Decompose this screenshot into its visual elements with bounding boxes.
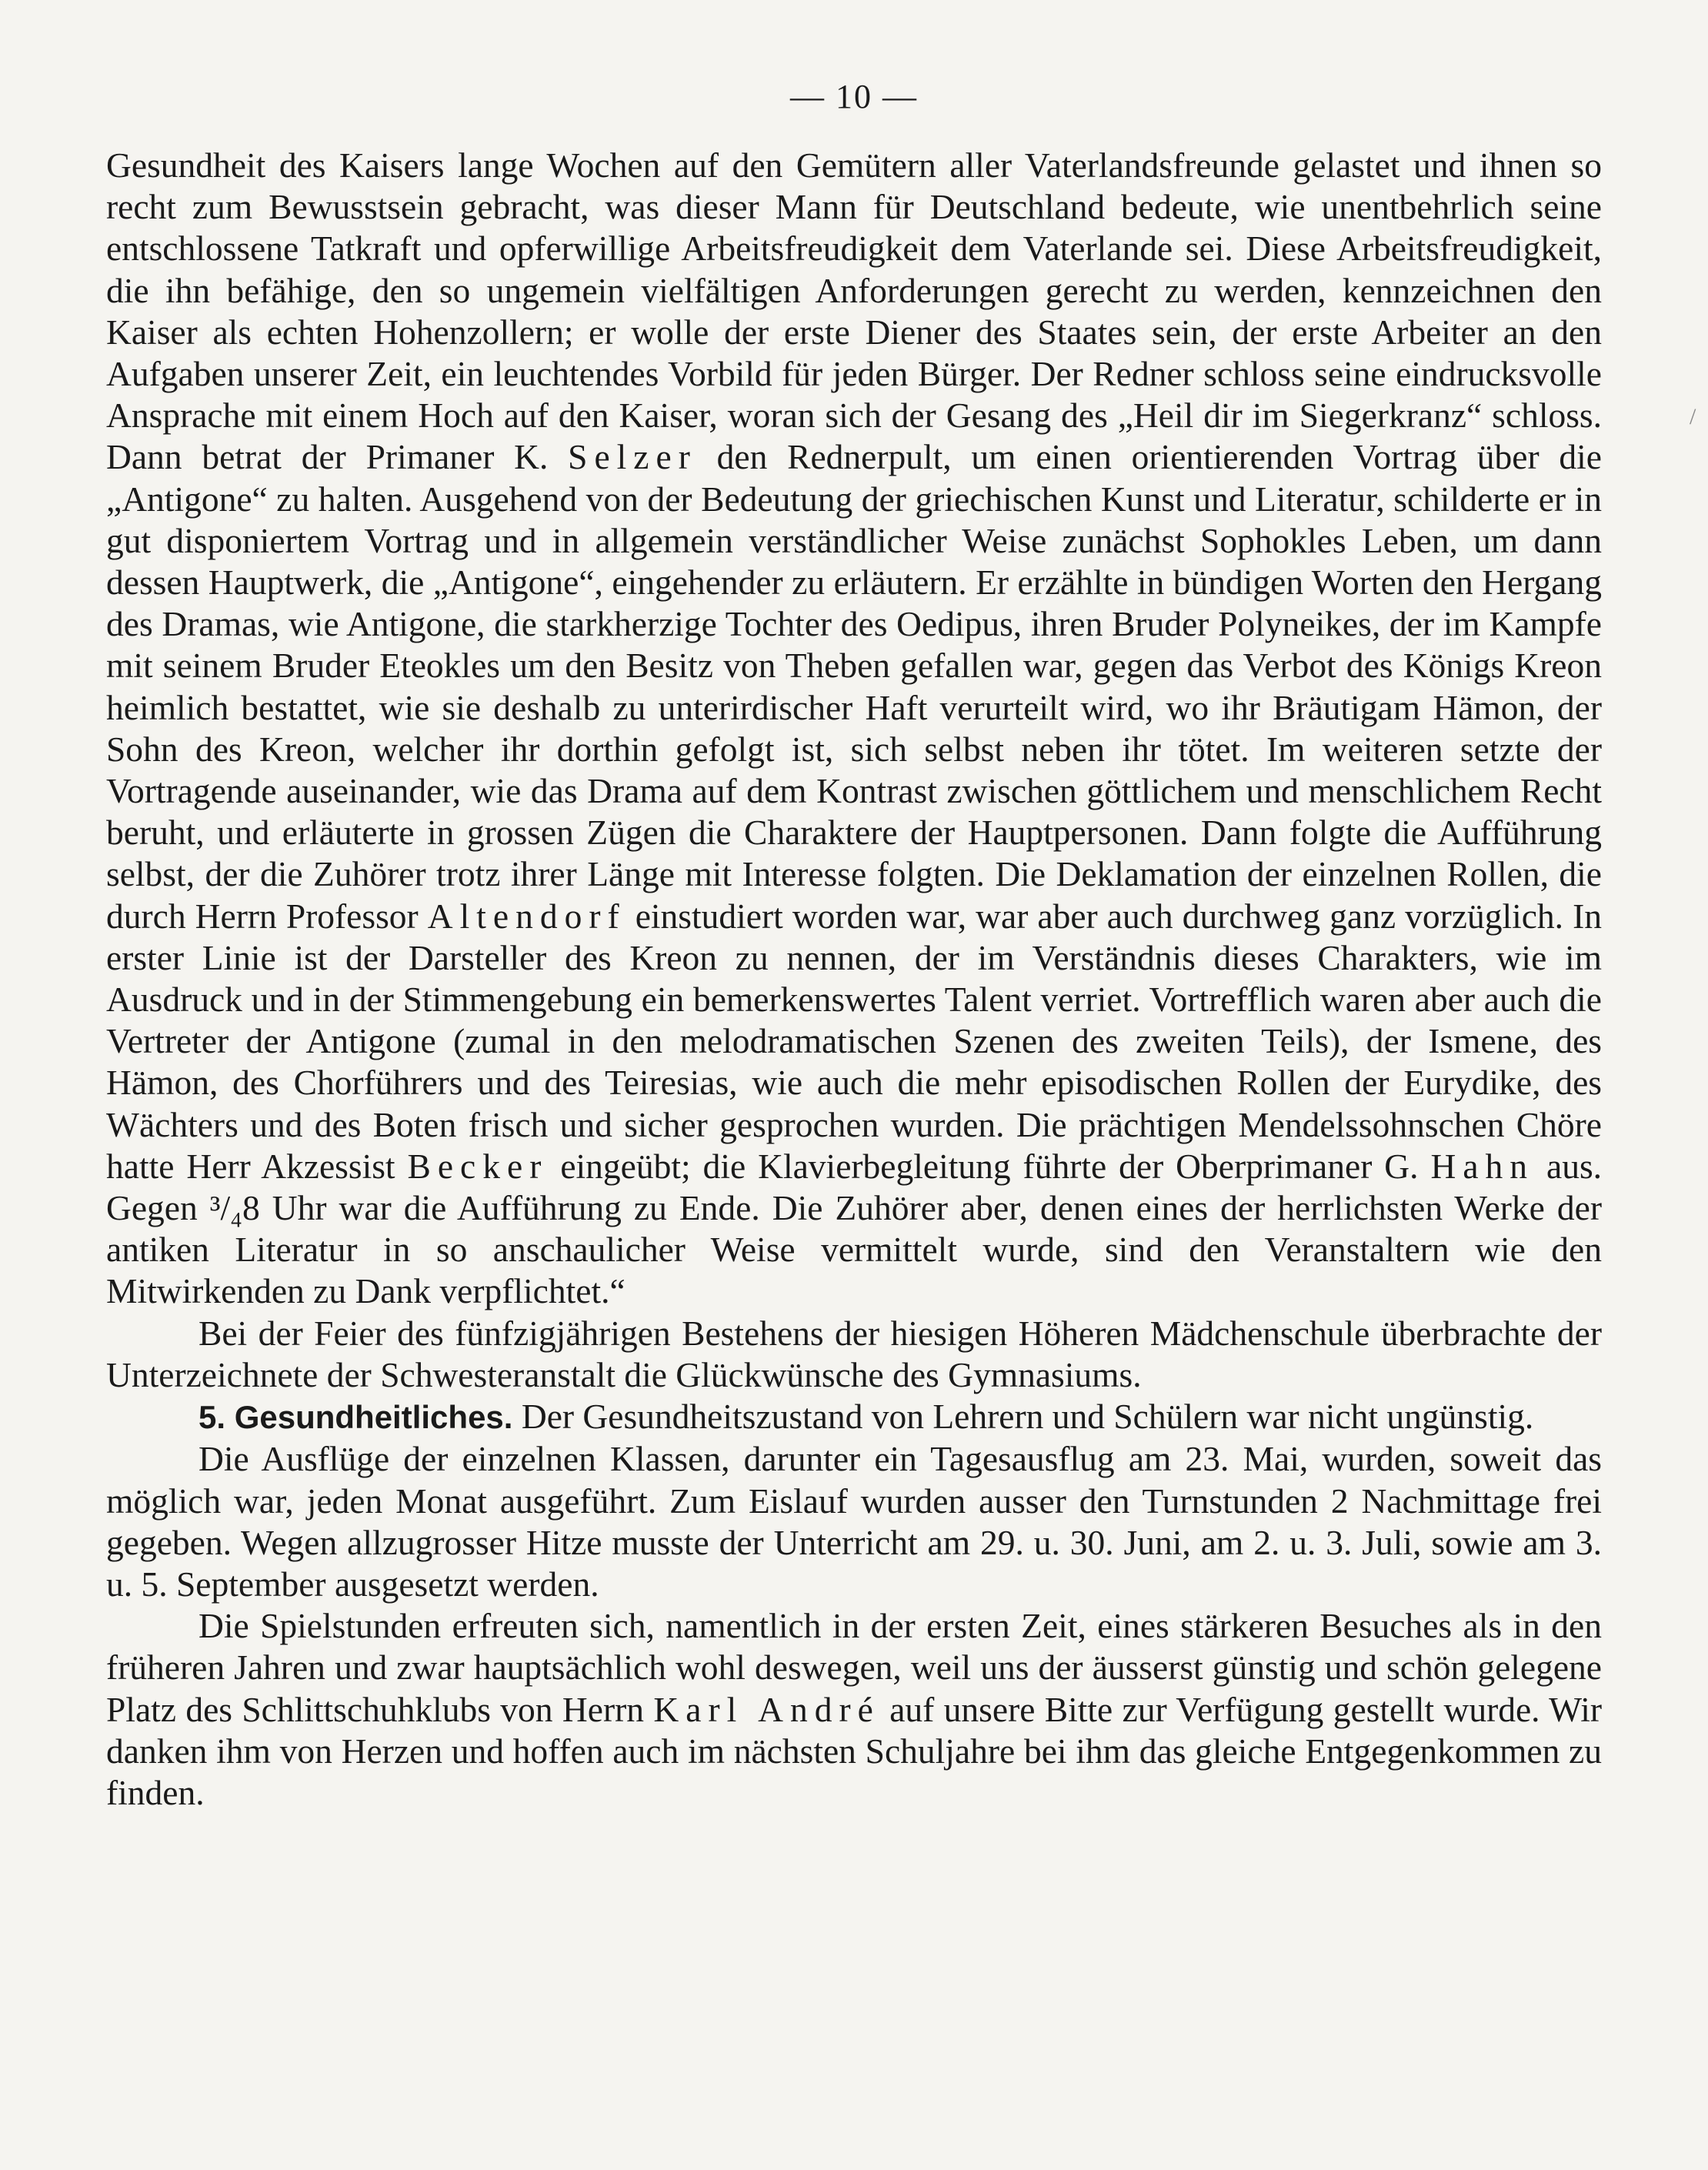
paragraph-games (106, 1605, 1602, 1814)
paragraph-health (106, 1396, 1602, 1438)
text-segment: Gesundheit des Kaisers lange Wochen auf den Gemütern aller Vaterlandsfreunde gelastet und ihnen so recht zum Bewusstsein gebracht, was dieser Mann für Deutschland bedeute, wie unentbehrlich seine entschlossene Tatkraft und opferwillige Arbeitsfreudigkeit dem Vaterlande sei. Diese Arbeitsfreudigkeit, die ihn befähige, den so ungemein vielfältigen Anforderungen gerecht zu werden, kennzeichnen den Kaiser als echten Hohenzollern; er wolle der erste Diener des Staates sein, der erste Arbeiter an den Aufgaben unserer Zeit, ein leuchtendes Vorbild für jeden Bürger. Der Redner schloss seine eindrucksvolle Ansprache mit einem Hoch auf den Kaiser, woran sich der Gesang des „Heil dir im Siegerkranz“ schloss. Dann betrat der Primaner K. (106, 145, 1602, 477)
person-name-andre: Karl André (653, 1689, 880, 1729)
person-name-hahn: Hahn (1430, 1146, 1535, 1186)
person-name-altendorf: Altendorf (427, 896, 626, 936)
paragraph-jubilee: Bei der Feier des fünfzigjährigen Bestehens der hiesigen Höheren Mädchenschule überbrachte der Unterzeichnete der Schwesteranstalt die Glückwünsche des Gymnasiums. (106, 1313, 1602, 1394)
time-fraction: ³/₄ (209, 1188, 242, 1228)
text-segment: auf unsere Bitte zur Verfügung gestellt wurde. Wir danken ihm von Herzen und hoffen auch im nächsten Schuljahre bei ihm das gleiche Entgegenkommen zu finden. (106, 1689, 1603, 1812)
paragraph-excursions: Die Ausflüge der einzelnen Klassen, darunter ein Tagesausflug am 23. Mai, wurden, soweit das möglich war, jeden Monat ausgeführt. Zum Eislauf wurden ausser den Turnstunden 2 Nachmittage frei gegeben. Wegen allzugrosser Hitze musste der Unterricht am 29. u. 30. Juni, am 2. u. 3. Juli, sowie am 3. u. 5. September ausgesetzt werden. (106, 1439, 1602, 1604)
text-segment: den Rednerpult, um einen orientierenden Vortrag über die „Antigone“ zu halten. Ausgehend von der Bedeutung der griechischen Kunst und Literatur, schilderte er in gut disponiertem Vortrag und in allgemein verständlicher Weise zunächst Sophokles Leben, um dann dessen Hauptwerk, die „Antigone“, eingehender zu erläutern. Er erzählte in bündigen Worten den Hergang des Dramas, wie Antigone, die starkherzige Tochter des Oedipus, ihren Bruder Polyneikes, der im Kampfe mit seinem Bruder Eteokles um den Besitz von Theben gefallen war, gegen das Verbot des Königs Kreon heimlich bestattet, wie sie deshalb zu unterirdischer Haft verurteilt wird, wo ihr Bräutigam Hämon, der Sohn des Kreon, welcher ihr dorthin gefolgt ist, sich selbst neben ihr tötet. Im weiteren setzte der Vortragende auseinander, wie das Drama auf dem Kontrast zwischen göttlichem und menschlichem Recht beruht, und erläuterte in grossen Zügen die Charaktere der Hauptpersonen. Dann folgte die Aufführung selbst, der die Zuhörer trotz ihrer Länge mit Interesse folgten. Die Deklamation der einzelnen Rollen, die durch Herrn Professor (106, 437, 1603, 936)
text-segment: eingeübt; die Klavierbegleitung führte der Oberprimaner G. (560, 1146, 1419, 1186)
person-name-becker: Becker (407, 1146, 549, 1186)
paragraph-antigone-report (106, 145, 1602, 1313)
text-segment: Die Spielstunden erfreuten sich, namentlich in der ersten Zeit, eines stärkeren Besuches als in den früheren Jahren und zwar hauptsächlich wohl deswegen, weil uns der äusserst günstig und schön gelegene Platz des Schlittschuhklubs von Herrn (106, 1606, 1602, 1729)
text-segment: 8 Uhr war die Aufführung zu Ende. Die Zuhörer aber, denen eines der herrlichsten Werke der antiken Literatur in so anschaulicher Weise vermittelt wurde, sind den Veranstaltern wie den Mitwirkenden zu Dank verpflichtet.“ (106, 1188, 1603, 1311)
body-text (106, 145, 1602, 1814)
section-heading: 5. Gesundheitliches. (198, 1399, 513, 1436)
margin-pencil-mark: / (1690, 404, 1696, 429)
person-name-selzer: Selzer (568, 437, 697, 477)
text-segment: aus. Gegen (106, 1146, 1603, 1228)
page-number: — 10 — (790, 78, 918, 115)
text-segment: einstudiert worden war, war aber auch durchweg ganz vorzüglich. In erster Linie ist der Darsteller des Kreon zu nennen, der im Verständnis dieses Charakters, wie im Ausdruck und in der Stimmengebung ein bemerkenswertes Talent verriet. Vortrefflich waren aber auch die Vertreter der Antigone (zumal in den melodramatischen Szenen des zweiten Teils), der Ismene, des Hämon, des Chorführers und des Teiresias, wie auch die mehr episodischen Rollen der Eurydike, des Wächters und des Boten frisch und sicher gesprochen wurden. Die prächtigen Mendelssohnschen Chöre hatte Herr Akzessist (106, 896, 1603, 1186)
text-segment: Der Gesundheitszustand von Lehrern und Schülern war nicht ungünstig. (521, 1397, 1534, 1437)
